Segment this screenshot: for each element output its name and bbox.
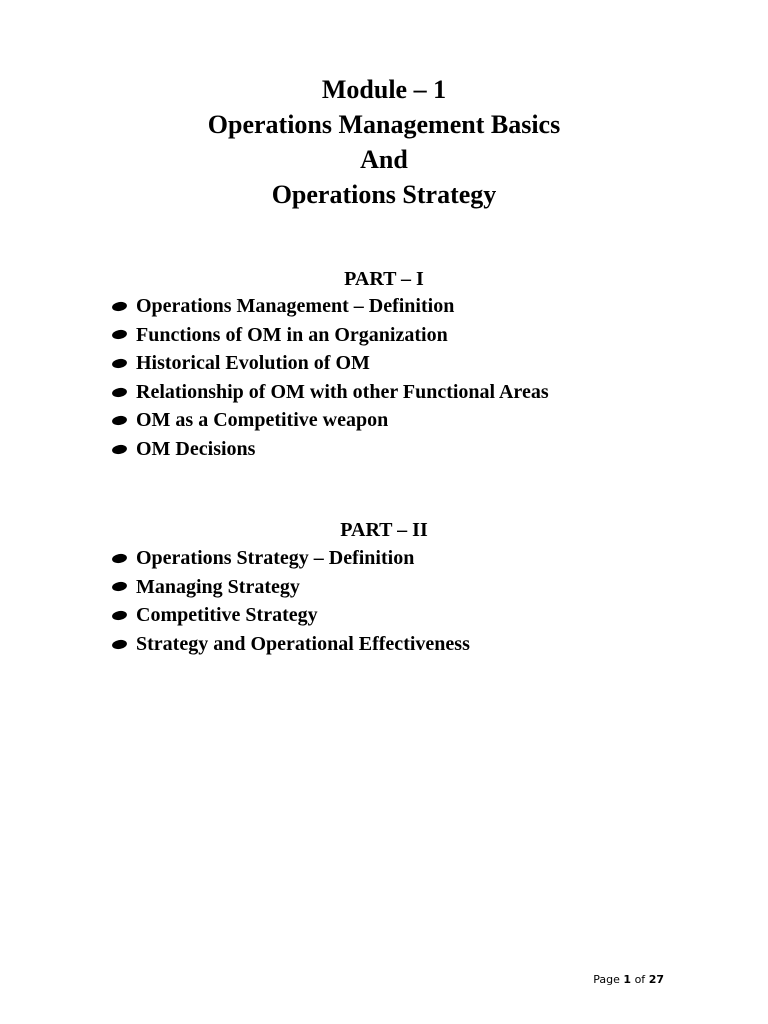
page-label: Page	[593, 973, 620, 986]
list-item	[112, 349, 549, 378]
part-1-topic-list	[112, 292, 549, 464]
list-item-text: Strategy and Operational Effectiveness	[136, 632, 470, 655]
list-item-text: Competitive Strategy	[136, 604, 318, 627]
list-item-text: OM Decisions	[136, 437, 256, 460]
list-item-text: Relationship of OM with other Functional Areas	[136, 380, 549, 403]
title-line-basics: Operations Management Basics	[207, 110, 561, 139]
list-item-text: Historical Evolution of OM	[136, 352, 370, 375]
list-item	[112, 378, 549, 407]
list-item	[112, 630, 470, 659]
part-2-heading: PART – II	[340, 519, 428, 541]
list-item-text: Operations Management – Definition	[136, 295, 455, 317]
list-item-text: Operations Strategy – Definition	[136, 547, 415, 569]
part-2-topic-list	[112, 544, 470, 658]
title-line-strategy: Operations Strategy	[271, 180, 497, 209]
bullet-icon	[111, 444, 127, 455]
total-pages-number: 27	[648, 973, 664, 986]
bullet-icon	[111, 581, 127, 592]
bullet-icon	[111, 415, 127, 426]
list-item	[112, 406, 549, 435]
list-item	[112, 544, 470, 573]
page-number-footer	[593, 972, 664, 988]
list-item-text: Functions of OM in an Organization	[136, 323, 448, 346]
list-item	[112, 292, 549, 321]
list-item-text: Managing Strategy	[136, 575, 300, 598]
title-line-and: And	[360, 145, 408, 174]
bullet-icon	[111, 301, 127, 312]
list-item	[112, 601, 470, 630]
of-label: of	[634, 973, 646, 986]
list-item	[112, 573, 470, 602]
bullet-icon	[111, 329, 127, 340]
bullet-icon	[111, 553, 127, 564]
list-item-text: OM as a Competitive weapon	[136, 409, 389, 432]
module-title	[0, 72, 768, 212]
part-1-heading: PART – I	[344, 268, 424, 290]
bullet-icon	[111, 358, 127, 369]
list-item	[112, 321, 549, 350]
bullet-icon	[111, 610, 127, 621]
bullet-icon	[111, 638, 127, 649]
current-page-number: 1	[623, 973, 632, 986]
bullet-icon	[111, 386, 127, 397]
list-item	[112, 435, 549, 464]
title-line-module: Module – 1	[321, 75, 447, 104]
